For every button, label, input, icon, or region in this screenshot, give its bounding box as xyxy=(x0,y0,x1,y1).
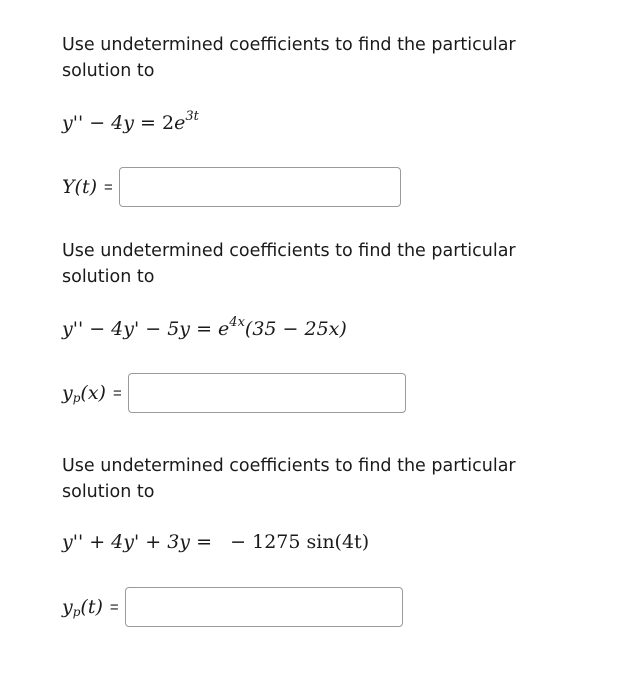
problem-prompt: Use undetermined coefficients to find the particular solution to xyxy=(62,456,516,502)
equation-lhs-a: y'' − 4 xyxy=(62,112,124,134)
answer-arg: (t) xyxy=(74,176,98,198)
problem-1 xyxy=(62,32,582,198)
equation-lhs: y'' + 4y' + 3y = xyxy=(62,531,219,553)
answer-input-2[interactable] xyxy=(128,373,406,413)
equation-tail: (35 − 25x) xyxy=(244,318,347,340)
answer-input-1[interactable] xyxy=(119,167,401,207)
equals-sign: = xyxy=(109,598,119,616)
answer-name: y xyxy=(62,596,73,618)
equation-lhs: y'' − 4y' − 5y = xyxy=(62,318,219,340)
answer-row xyxy=(62,372,406,414)
answer-row xyxy=(62,586,403,628)
answer-label xyxy=(62,382,106,404)
answer-name: Y xyxy=(62,176,75,198)
equals-sign: = xyxy=(104,178,113,196)
answer-subscript: p xyxy=(72,605,81,619)
differential-equation xyxy=(62,109,199,134)
equation-exponent: 4x xyxy=(229,315,245,330)
answer-arg: (t) xyxy=(80,596,103,618)
equation-rhs: − 1275 sin(4t) xyxy=(230,531,370,553)
problem-3 xyxy=(62,453,582,619)
answer-subscript: p xyxy=(72,391,81,405)
equation-eq: = 2 xyxy=(134,112,175,134)
equation-lhs-b: y xyxy=(123,112,135,134)
problem-2 xyxy=(62,238,582,405)
answer-label xyxy=(62,176,97,198)
answer-name: y xyxy=(62,382,73,404)
equation-base: e xyxy=(218,318,230,340)
differential-equation xyxy=(62,315,347,340)
equation-base: e xyxy=(174,112,186,134)
problem-prompt: Use undetermined coefficients to find the particular solution to xyxy=(62,241,516,287)
differential-equation xyxy=(62,531,369,553)
answer-row xyxy=(62,166,401,208)
answer-label xyxy=(62,596,103,618)
answer-arg: (x) xyxy=(80,382,106,404)
equation-exponent: 3t xyxy=(185,109,199,124)
answer-input-3[interactable] xyxy=(125,587,403,627)
equals-sign: = xyxy=(112,384,122,402)
problem-prompt: Use undetermined coefficients to find the particular solution to xyxy=(62,35,516,81)
